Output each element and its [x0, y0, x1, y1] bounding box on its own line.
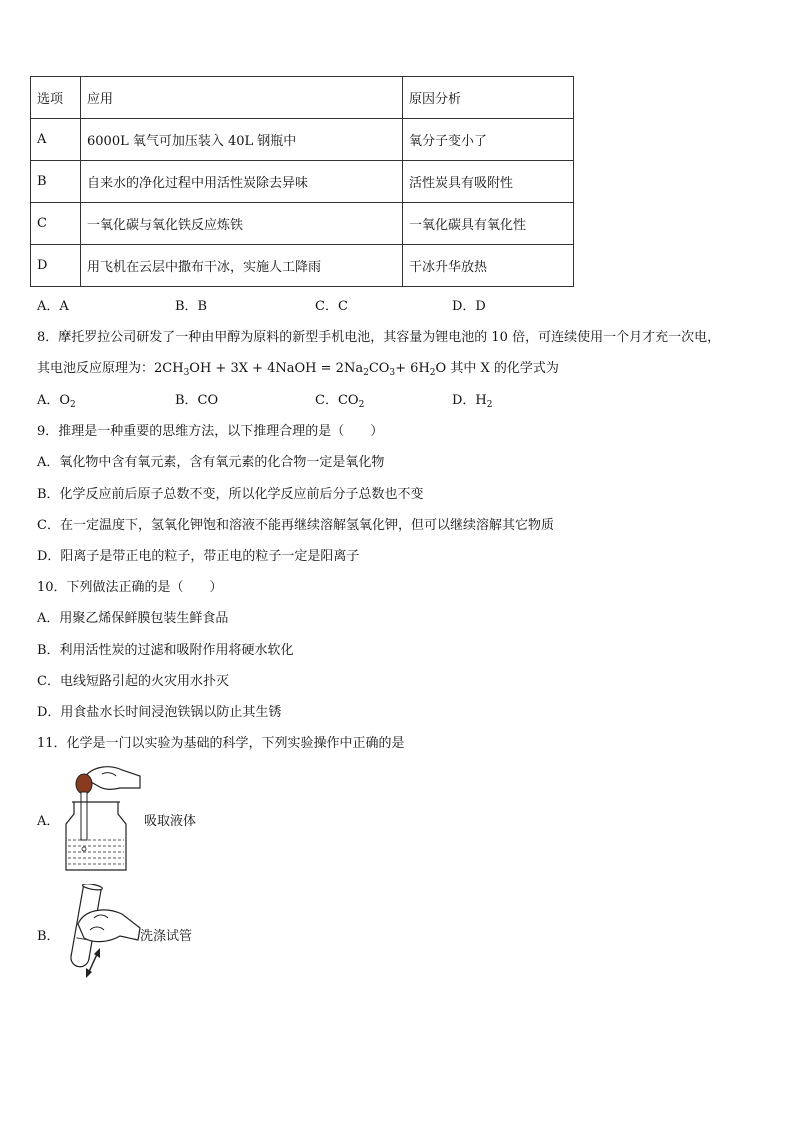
- header-application: 应用: [81, 77, 403, 119]
- row-application: 用飞机在云层中撒布干冰，实施人工降雨: [81, 245, 403, 287]
- q8-eq-part: OH + 3X + 4NaOH = 2Na: [189, 361, 364, 376]
- choice-sub: 2: [358, 400, 365, 410]
- q10-option-d: D．用食盐水长时间浸泡铁锅以防止其生锈: [37, 705, 282, 720]
- q10-option-c: C．电线短路引起的火灾用水扑灭: [37, 674, 229, 689]
- test-tube-illustration: [64, 884, 144, 979]
- choice-label: C．CO: [315, 393, 359, 408]
- q10-stem: 10．下列做法正确的是（ ）: [37, 580, 223, 595]
- q8-eq-sub: 3: [389, 368, 396, 378]
- table-row: [31, 245, 574, 287]
- row-option: B: [31, 161, 81, 203]
- q7-choice-c: C．C: [315, 299, 348, 314]
- row-application: 一氧化碳与氧化铁反应炼铁: [81, 203, 403, 245]
- q8-eq-sub: 2: [363, 368, 369, 378]
- q8-choice-c: [315, 389, 364, 410]
- q11-option-b-label: B．: [37, 929, 60, 944]
- row-option: C: [31, 203, 81, 245]
- row-option: D: [31, 245, 81, 287]
- q10-option-b: B．利用活性炭的过滤和吸附作用将硬水软化: [37, 643, 294, 658]
- q7-choice-a: A．A: [37, 299, 69, 314]
- row-application: 自来水的净化过程中用活性炭除去异味: [81, 161, 403, 203]
- table-header-row: [31, 77, 574, 119]
- q11-option-a-label: A．: [37, 814, 60, 829]
- q8-eq-sub: 3: [183, 368, 190, 378]
- q8-stem-line1: 8．摩托罗拉公司研发了一种由甲醇为原料的新型手机电池，其容量为锂电池的 10 倍，可连续使用一个月才充一次电，: [37, 330, 721, 345]
- q8-eq-part: + 6H: [395, 361, 430, 376]
- row-reason: 一氧化碳具有氧化性: [403, 203, 574, 245]
- q8-choice-d: [452, 389, 493, 410]
- row-reason: 活性炭具有吸附性: [403, 161, 574, 203]
- q7-choice-b: B．B: [175, 299, 208, 314]
- q8-eq-part: O 其中 X 的化学式为: [435, 361, 559, 376]
- choice-label: D．H: [452, 393, 487, 408]
- q9-stem: 9．推理是一种重要的思维方法，以下推理合理的是（ ）: [37, 424, 384, 439]
- header-reason: 原因分析: [403, 77, 574, 119]
- q8-eq-part: CO: [368, 361, 390, 376]
- q10-option-a: A．用聚乙烯保鲜膜包装生鲜食品: [37, 611, 229, 626]
- row-reason: 干冰升华放热: [403, 245, 574, 287]
- row-option: A: [31, 119, 81, 161]
- q11-stem: 11．化学是一门以实验为基础的科学，下列实验操作中正确的是: [37, 736, 405, 751]
- table-row: [31, 119, 574, 161]
- q9-option-c: C．在一定温度下，氢氧化钾饱和溶液不能再继续溶解氢氧化钾，但可以继续溶解其它物质: [37, 518, 554, 533]
- q9-option-b: B．化学反应前后原子总数不变，所以化学反应前后分子总数也不变: [37, 487, 424, 502]
- q9-option-d: D．阳离子是带正电的粒子，带正电的粒子一定是阳离子: [37, 549, 360, 564]
- row-application: 6000L 氧气可加压装入 40L 钢瓶中: [81, 119, 403, 161]
- choice-sub: 2: [486, 400, 493, 410]
- options-table: [30, 76, 574, 287]
- choice-sub: 2: [70, 400, 76, 410]
- q8-eq-sub: 2: [429, 368, 436, 378]
- q8-eq-part: 其电池反应原理为：2CH: [37, 361, 184, 376]
- q8-choice-a: [37, 389, 76, 410]
- q11-option-b-text: 洗涤试管: [140, 929, 193, 944]
- q11-option-a-text: 吸取液体: [144, 814, 197, 829]
- table-row: [31, 161, 574, 203]
- choice-label: A．O: [37, 393, 71, 408]
- dropper-bottle-illustration: [62, 760, 142, 875]
- q8-stem-line2: [37, 357, 559, 378]
- q8-choice-b: [175, 389, 218, 408]
- q7-choice-d: D．D: [452, 299, 486, 314]
- table-row: [31, 203, 574, 245]
- q9-option-a: A．氧化物中含有氧元素，含有氧元素的化合物一定是氧化物: [37, 455, 385, 470]
- header-option: 选项: [31, 77, 81, 119]
- choice-label: B．CO: [175, 393, 219, 408]
- row-reason: 氧分子变小了: [403, 119, 574, 161]
